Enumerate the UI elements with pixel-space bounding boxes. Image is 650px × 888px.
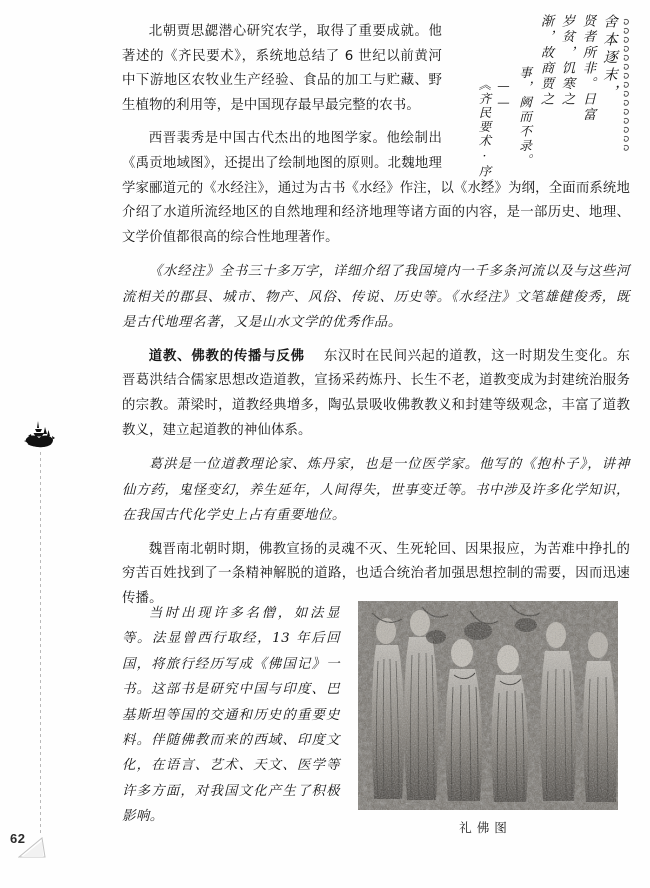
paragraph-weijin: 魏晋南北朝时期，佛教宣扬的灵魂不灭、生死轮回、因果报应，为苦难中挣扎的穷苦百姓找到了一条精神解脱的道路，也适合统治者加强思想控制的需要，因而迅速传播。 [122, 541, 630, 606]
paragraph-faxian: 当时出现许多名僧，如法显等。法显曾西行取经，13 年后回国，将旅行经历写成《佛国记》一书。这部书是研究中国与印度、巴基斯坦等国的交通和历史的重要史料。伴随佛教而来的西域、印度文化，在语言、艺术、天文、医学等许多方面，对我国文化产生了积极影响。 [122, 606, 340, 825]
mountain-pagoda-ornament [22, 420, 58, 454]
quote-source-dash: —— [496, 78, 511, 112]
quote-source-text: 《齐民要术·序》 [477, 78, 492, 193]
main-text-column [122, 20, 630, 621]
quote-line-5: 事，阙而不录。 [517, 66, 532, 169]
buddhist-worship-relief-image [358, 601, 618, 810]
paragraph-shuijingzhu: 《水经注》全书三十多万字，详细介绍了我国境内一千多条河流以及与这些河流相关的郡县、城市、物产、风俗、传说、历史等。《水经注》文笔雄健俊秀，既是古代地理名著，又是山水文学的优秀作品。 [122, 264, 630, 331]
paragraph-jiasixie: 北朝贾思勰潜心研究农学，取得了重要成就。他著述的《齐民要术》，系统地总结了 6 世纪以前黄河中下游地区农牧业生产经验、食品的加工与贮藏、野生植物的利用等，是中国现存最早最完整的农书。 [122, 24, 442, 113]
page-number: 62 [10, 831, 26, 846]
quote-line-3: 岁贫，饥寒之 [559, 14, 574, 108]
figure-caption: 礼佛图 [459, 820, 512, 835]
paragraph-daojiao-text: 东汉时在民间兴起的道教，这一时期发生变化。东晋葛洪结合儒家思想改造道教，宣扬采药炼丹、长生不老，道教变成为封建统治服务的宗教。萧梁时，道教经典增多，陶弘景吸收佛教教义和封建等级观念，丰富了道教教义，建立起道教的神仙体系。 [122, 348, 630, 438]
figure-libo-tu [358, 601, 618, 836]
paragraph-daojiao [122, 345, 630, 443]
quote-line-4: 渐，故商贾之 [538, 14, 553, 108]
quote-line-2: 贤者所非。日富 [580, 14, 595, 124]
left-decorative-rail [22, 420, 58, 858]
rail-dotted-line [40, 452, 41, 836]
section-heading-daojiao-fojiao: 道教、佛教的传播与反佛 [148, 348, 305, 364]
paragraph-gehong: 葛洪是一位道教理论家、炼丹家，也是一位医学家。他写的《抱朴子》，讲神仙方药，鬼怪变幻，养生延年，人间得失，世事变迁等。书中涉及许多化学知识，在我国古代化学史上占有重要地位。 [122, 457, 630, 524]
quote-wrap-spacer [452, 20, 630, 156]
quote-line-1: 舍本逐末， [601, 14, 617, 102]
figure-wrap-text-column [122, 601, 340, 830]
paragraph-peixiu: 西晋裴秀是中国古代杰出的地图学家。他绘制出《禹贡地域图》，还提出了绘制地图的原则。北魏地理学家郦道元的《水经注》，通过为古书《水经》作注，以《水经》为纲，全面而系统地介绍了水道所流经地区的自然地理和经济地理等诸方面的内容，是一部历史、地理、文学价值都很高的综合性地理著作。 [122, 131, 630, 245]
